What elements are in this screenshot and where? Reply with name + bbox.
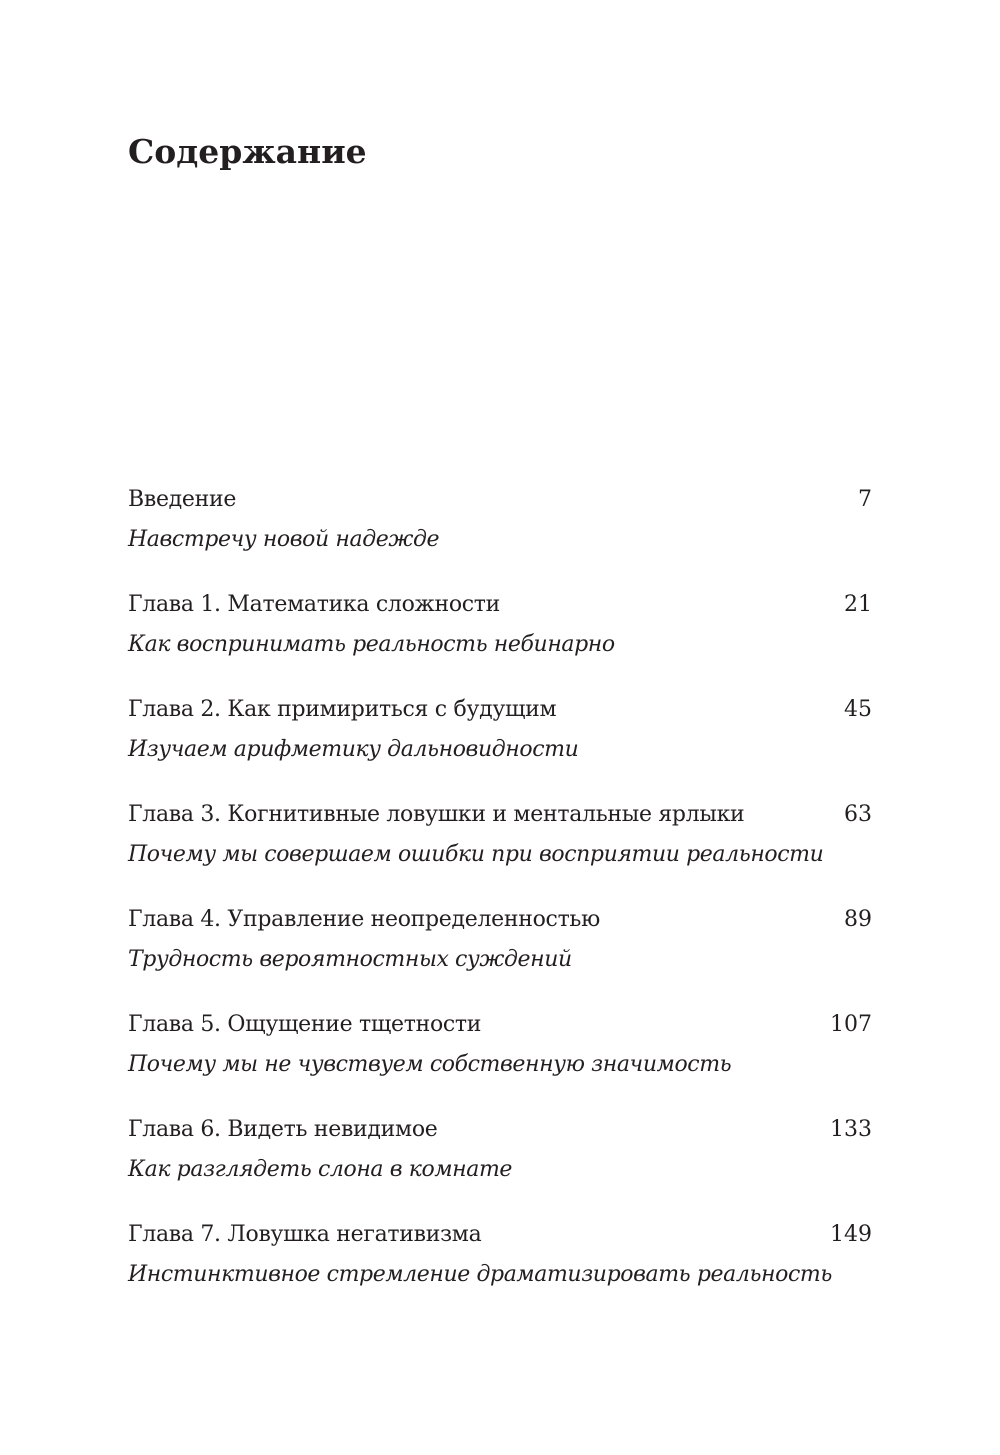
- toc-entry-page-number: 7: [858, 487, 872, 512]
- toc-row: [128, 1110, 872, 1150]
- toc-row: [128, 795, 872, 835]
- toc-entry-subtitle: Почему мы не чувствуем собственную значимость: [128, 1052, 732, 1077]
- toc-entry-chapter-4: [128, 900, 872, 1005]
- toc-entry-introduction: [128, 480, 872, 585]
- toc-entry-chapter-6: [128, 1110, 872, 1215]
- toc-entry-chapter-2: [128, 690, 872, 795]
- toc-entry-title: Глава 2. Как примириться с будущим: [128, 697, 557, 722]
- toc-entry-subtitle: Как разглядеть слона в комнате: [128, 1157, 513, 1182]
- toc-entry-page-number: 89: [844, 907, 872, 932]
- toc-entry-title: Глава 3. Когнитивные ловушки и ментальные ярлыки: [128, 802, 745, 827]
- toc-row: [128, 1005, 872, 1045]
- toc-entry-title: Глава 5. Ощущение тщетности: [128, 1012, 482, 1037]
- toc-entry-subtitle: Навстречу новой надежде: [128, 527, 440, 552]
- toc-entry-title: Глава 1. Математика сложности: [128, 592, 501, 617]
- toc-entry-title: Глава 4. Управление неопределенностью: [128, 907, 600, 932]
- toc-entry-page-number: 21: [844, 592, 872, 617]
- table-of-contents: [128, 480, 872, 1320]
- toc-row: [128, 690, 872, 730]
- toc-entry-title: Глава 7. Ловушка негативизма: [128, 1222, 482, 1247]
- page-title: Содержание: [128, 132, 367, 171]
- toc-row: [128, 900, 872, 940]
- toc-entry-chapter-7: [128, 1215, 872, 1320]
- toc-row: [128, 585, 872, 625]
- toc-entry-subtitle: Как воспринимать реальность небинарно: [128, 632, 615, 657]
- toc-entry-subtitle: Трудность вероятностных суждений: [128, 947, 572, 972]
- toc-row: [128, 1215, 872, 1255]
- toc-entry-page-number: 45: [844, 697, 872, 722]
- toc-entry-chapter-3: [128, 795, 872, 900]
- toc-entry-subtitle: Почему мы совершаем ошибки при восприятии реальности: [128, 842, 824, 867]
- toc-entry-page-number: 133: [830, 1117, 872, 1142]
- toc-entry-title: Введение: [128, 487, 237, 512]
- toc-entry-title: Глава 6. Видеть невидимое: [128, 1117, 438, 1142]
- toc-entry-subtitle: Изучаем арифметику дальновидности: [128, 737, 579, 762]
- toc-entry-subtitle: Инстинктивное стремление драматизировать реальность: [128, 1262, 832, 1287]
- toc-entry-page-number: 107: [830, 1012, 872, 1037]
- toc-entry-page-number: 63: [844, 802, 872, 827]
- toc-entry-chapter-5: [128, 1005, 872, 1110]
- toc-entry-chapter-1: [128, 585, 872, 690]
- toc-row: [128, 480, 872, 520]
- toc-entry-page-number: 149: [830, 1222, 872, 1247]
